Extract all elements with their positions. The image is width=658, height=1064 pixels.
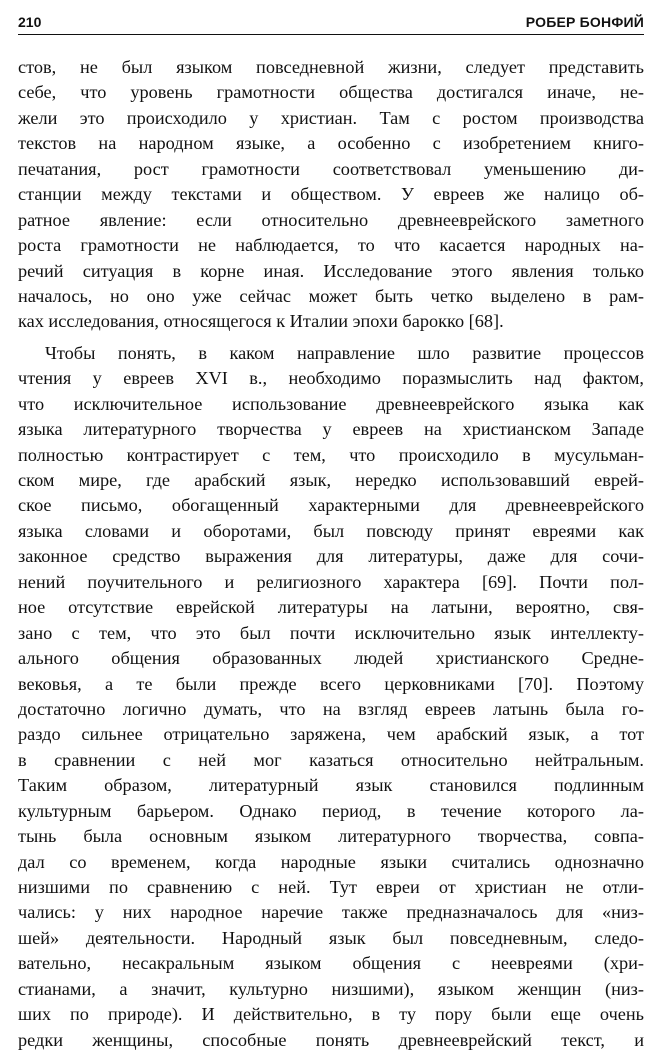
text-line: началось, но оно уже сейчас может быть четко выделено в рам- <box>18 285 644 306</box>
text-line: печатания, рост грамотности соответствовал уменьшению ди- <box>18 158 644 179</box>
text-line: чтения у евреев XVI в., необходимо поразмыслить над фактом, <box>18 368 644 389</box>
text-line: раздо сильнее отрицательно заряжена, чем арабский язык, а тот <box>18 724 644 745</box>
text-line: Чтобы понять, в каком направление шло развитие процессов <box>45 342 644 363</box>
text-line: Таким образом, литературный язык становился подлинным <box>18 775 644 796</box>
text-line: стианами, а значит, культурно низшими), языком женщин (низ- <box>18 978 644 999</box>
text-line: полностью контрастирует с тем, что происходило в мусульман- <box>18 444 644 465</box>
text-line: достаточно логично думать, что на взгляд евреев латынь была го- <box>18 698 644 719</box>
text-line: тынь была основным языком литературного творчества, совпа- <box>18 826 644 847</box>
paragraph-1 <box>18 55 644 335</box>
text-line: ском мире, где арабский язык, нередко использовавший еврей- <box>18 470 644 490</box>
paragraph-2 <box>18 341 644 1053</box>
text-line: языка словами и оборотами, был повсюду принят евреями как <box>18 520 644 541</box>
text-line: ское письмо, обогащенный характерными для древнееврейского <box>18 495 644 516</box>
text-line: ное отсутствие еврейской литературы на латыни, вероятно, свя- <box>18 597 644 618</box>
text-line: чались: у них народное наречие также предназначалось для «низ- <box>18 902 644 923</box>
text-line: ших по природе). И действительно, в ту пору были еще очень <box>18 1004 644 1025</box>
text-line: редки женщины, способные понять древнееврейский текст, и <box>18 1029 644 1050</box>
text-line: себе, что уровень грамотности общества достигался иначе, не- <box>18 82 644 103</box>
text-line: дал со временем, когда народные языки считались однозначно <box>18 851 644 872</box>
text-line: текстов на народном языке, а особенно с изобретением книго- <box>18 133 644 154</box>
text-line: языка литературного творчества у евреев на христианском Западе <box>18 419 644 440</box>
text-line: ках исследования, относящегося к Италии эпохи барокко [68]. <box>18 311 504 332</box>
text-line: зано с тем, что это был почти исключительно язык интеллекту- <box>18 622 644 643</box>
running-header <box>18 6 644 35</box>
text-line: законное средство выражения для литературы, даже для сочи- <box>18 546 644 567</box>
text-line: нений поучительного и религиозного характера [69]. Почти пол- <box>18 571 644 592</box>
text-line: жели это происходило у христиан. Там с ростом производства <box>18 107 644 128</box>
text-line: ального общения образованных людей христианского Средне- <box>18 648 644 669</box>
text-line: речий ситуация в корне иная. Исследование этого явления только <box>18 260 644 281</box>
text-line: в сравнении с ней мог казаться относительно нейтральным. <box>18 749 644 770</box>
text-line: роста грамотности не наблюдается, то что касается народных на- <box>18 235 644 256</box>
page-number: 210 <box>18 14 42 30</box>
text-line: что исключительное использование древнееврейского языка как <box>18 393 644 414</box>
text-line: станции между текстами и обществом. У евреев же налицо об- <box>18 184 644 205</box>
text-line: вательно, несакральным языком общения с неевреями (хри- <box>18 953 644 974</box>
text-line: низшими по сравнению с ней. Тут евреи от христиан не отли- <box>18 877 644 897</box>
text-line: шей» деятельности. Народный язык был повседневным, следо- <box>18 927 644 948</box>
text-line: культурным барьером. Однако период, в течение которого ла- <box>18 800 644 821</box>
text-line: стов, не был языком повседневной жизни, следует представить <box>18 57 644 77</box>
running-title: РОБЕР БОНФИЙ <box>525 14 644 30</box>
text-line: вековья, а те были прежде всего церковниками [70]. Поэтому <box>18 673 644 694</box>
text-line: ратное явление: если относительно древнееврейского заметного <box>18 209 644 230</box>
body-text <box>18 55 644 1053</box>
